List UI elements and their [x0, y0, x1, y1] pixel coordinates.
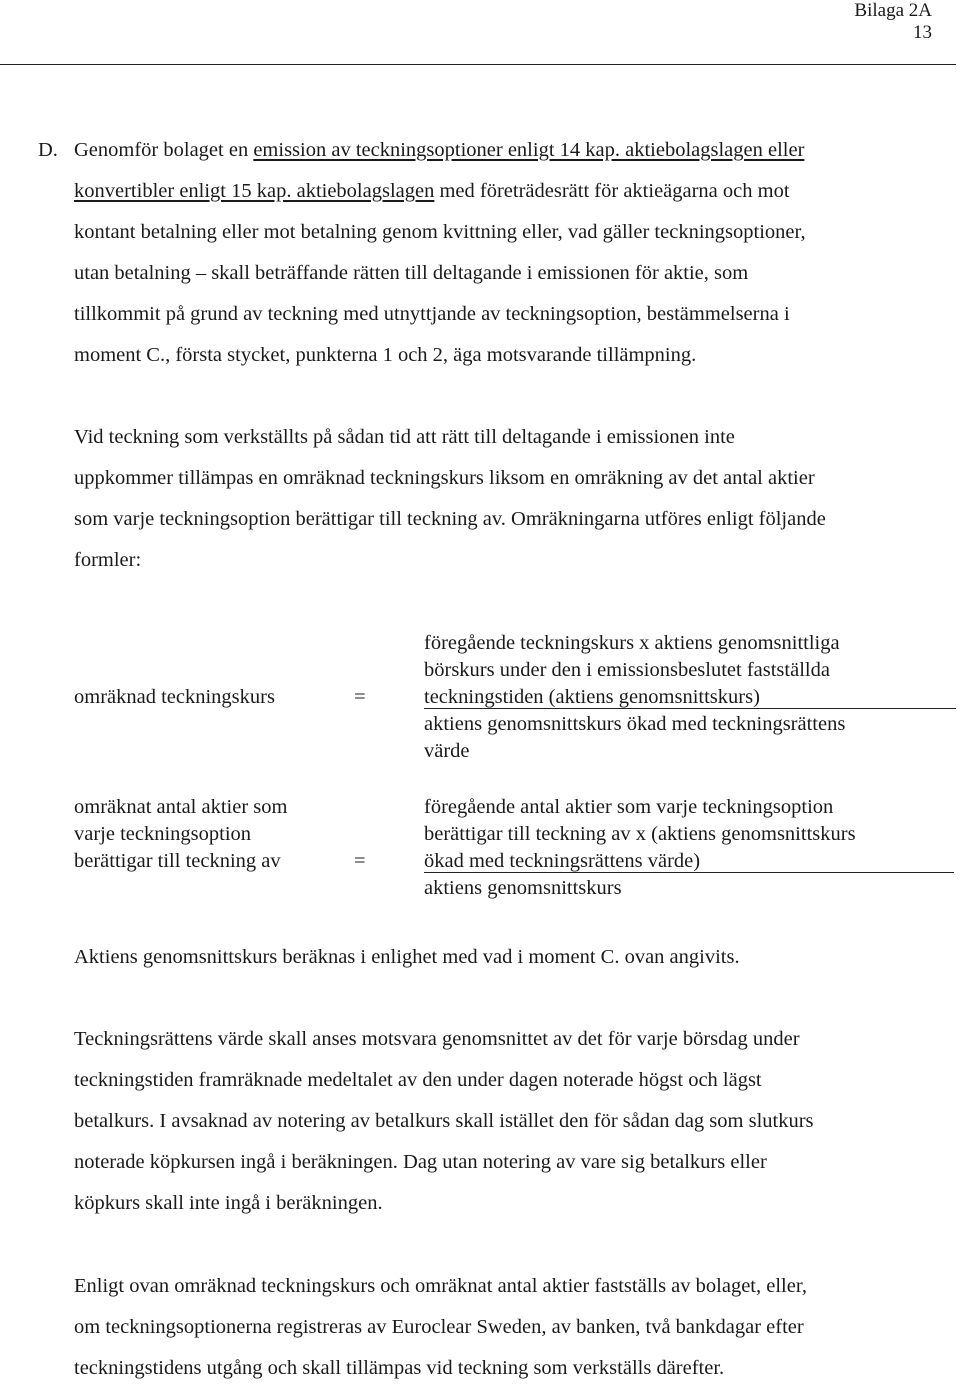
- formula-2-denominator-line-1: aktiens genomsnittskurs: [424, 877, 622, 899]
- formula-1-fraction-bar: [424, 708, 956, 709]
- paragraph-2-line-2: uppkommer tillämpas en omräknad teckningskurs liksom en omräkning av det antal aktier: [74, 467, 815, 489]
- paragraph-4-line-1: Teckningsrättens värde skall anses motsvara genomsnittet av det för varje börsdag under: [74, 1028, 800, 1050]
- formula-1-equals: =: [354, 686, 366, 708]
- section-d-line-4: utan betalning – skall beträffande rätten till deltagande i emissionen för aktie, som: [74, 262, 749, 284]
- paragraph-5-line-2: om teckningsoptionerna registreras av Euroclear Sweden, av banken, två bankdagar efter: [74, 1316, 804, 1338]
- formula-2-numerator-line-3: ökad med teckningsrättens värde): [424, 850, 701, 872]
- formula-1-numerator-line-3: teckningstiden (aktiens genomsnittskurs): [424, 686, 760, 708]
- formula-1-numerator-line-2: börskurs under den i emissionsbeslutet fastställda: [424, 659, 830, 681]
- formula-1-numerator-line-1: föregående teckningskurs x aktiens genomsnittliga: [424, 632, 840, 654]
- section-d-line-1-plain: Genomför bolaget en: [74, 139, 254, 161]
- section-d-line-2: [74, 171, 790, 212]
- header-rule: [0, 64, 956, 65]
- paragraph-5-line-1: Enligt ovan omräknad teckningskurs och omräknat antal aktier fastställs av bolaget, eller,: [74, 1275, 807, 1297]
- section-d-label: D.: [38, 139, 58, 161]
- formula-2-equals: =: [354, 850, 366, 872]
- formula-2-fraction-bar: [424, 872, 954, 873]
- header-label: Bilaga 2A: [854, 0, 932, 21]
- paragraph-4-line-4: noterade köpkursen ingå i beräkningen. Dag utan notering av vare sig betalkurs eller: [74, 1151, 767, 1173]
- formula-2-numerator-line-1: föregående antal aktier som varje teckningsoption: [424, 796, 834, 818]
- paragraph-2-line-3: som varje teckningsoption berättigar till teckning av. Omräkningarna utföres enligt följande: [74, 508, 826, 530]
- formula-2-label-line-3: berättigar till teckning av: [74, 850, 281, 872]
- formula-2-numerator-line-2: berättigar till teckning av x (aktiens genomsnittskurs: [424, 823, 856, 845]
- section-d-line-3: kontant betalning eller mot betalning genom kvittning eller, vad gäller teckningsoptioner,: [74, 221, 806, 243]
- section-d-line-5: tillkommit på grund av teckning med utnyttjande av teckningsoption, bestämmelserna i: [74, 303, 790, 325]
- formula-1-denominator-line-1: aktiens genomsnittskurs ökad med teckningsrättens: [424, 713, 846, 735]
- section-d-line-6: moment C., första stycket, punkterna 1 och 2, äga motsvarande tillämpning.: [74, 344, 697, 366]
- paragraph-4-line-3: betalkurs. I avsaknad av notering av betalkurs skall istället den för sådan dag som slutkurs: [74, 1110, 814, 1132]
- formula-1-denominator-line-2: värde: [424, 740, 470, 762]
- paragraph-4-line-2: teckningstiden framräknade medeltalet av den under dagen noterade högst och lägst: [74, 1069, 762, 1091]
- formula-1-label: omräknad teckningskurs: [74, 686, 275, 708]
- page-number: 13: [913, 22, 932, 43]
- formula-2-label-line-1: omräknat antal aktier som: [74, 796, 288, 818]
- paragraph-3-line-1: Aktiens genomsnittskurs beräknas i enlighet med vad i moment C. ovan angivits.: [74, 946, 740, 968]
- paragraph-4-line-5: köpkurs skall inte ingå i beräkningen.: [74, 1192, 383, 1214]
- paragraph-2-line-4: formler:: [74, 549, 142, 571]
- section-d-line-2-underlined: konvertibler enligt 15 kap. aktiebolagslagen: [74, 180, 435, 202]
- section-d-line-2-plain: med företrädesrätt för aktieägarna och mot: [434, 180, 790, 202]
- section-d-line-1: [74, 130, 804, 171]
- section-d-line-1-underlined: emission av teckningsoptioner enligt 14 kap. aktiebolagslagen eller: [253, 139, 805, 161]
- paragraph-2-line-1: Vid teckning som verkställts på sådan tid att rätt till deltagande i emissionen inte: [74, 426, 735, 448]
- formula-2-label-line-2: varje teckningsoption: [74, 823, 252, 845]
- paragraph-5-line-3: teckningstidens utgång och skall tillämpas vid teckning som verkställs därefter.: [74, 1357, 725, 1379]
